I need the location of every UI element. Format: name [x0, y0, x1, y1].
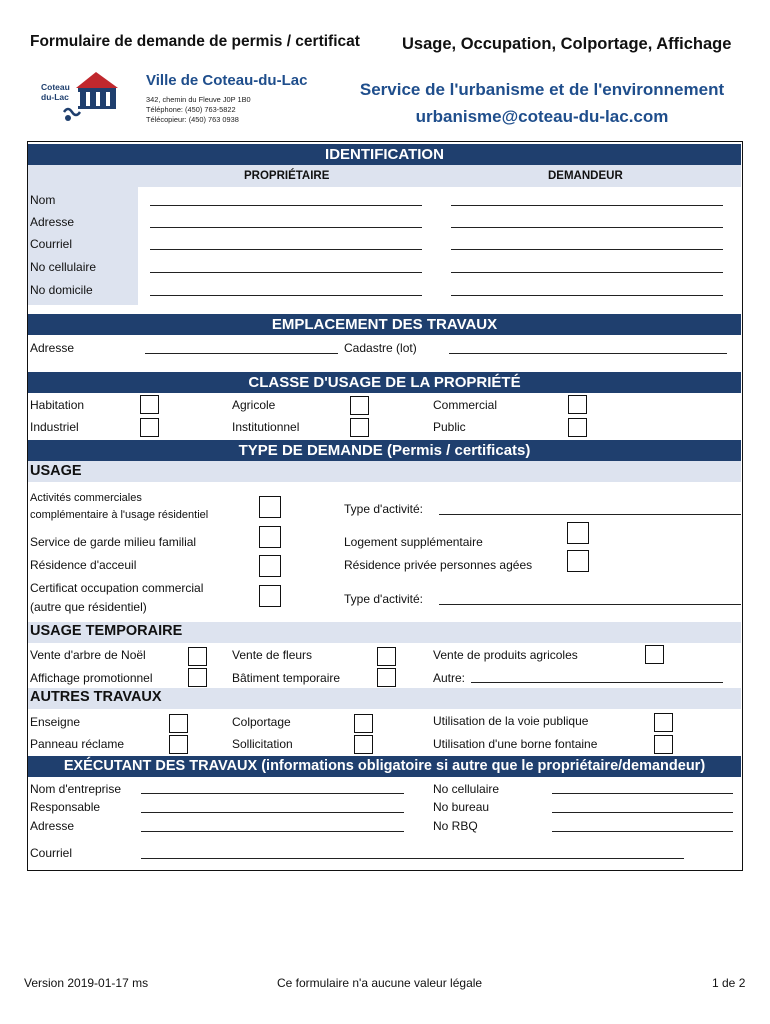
label-panneau: Panneau réclame: [30, 737, 125, 751]
bureau-field[interactable]: [552, 812, 733, 813]
voie-checkbox[interactable]: [654, 713, 673, 732]
autre-field[interactable]: [471, 682, 723, 683]
footer-page: 1 de 2: [712, 976, 746, 990]
label-responsable: Responsable: [30, 800, 101, 814]
label-location-address: Adresse: [30, 341, 75, 355]
institutionnel-checkbox[interactable]: [350, 418, 369, 437]
temporaire-title: USAGE TEMPORAIRE: [30, 623, 183, 639]
city-contact: [146, 95, 251, 126]
owner-courriel-field[interactable]: [150, 249, 422, 250]
batiment-checkbox[interactable]: [377, 668, 396, 687]
activites-checkbox[interactable]: [259, 496, 281, 518]
applicant-cellulaire-field[interactable]: [451, 272, 723, 273]
residence-privee-checkbox[interactable]: [567, 550, 589, 572]
label-rbq: No RBQ: [433, 819, 478, 833]
identification-header-shade: [28, 165, 741, 187]
label-autre: Autre:: [433, 671, 466, 685]
industriel-checkbox[interactable]: [140, 418, 159, 437]
city-address: 342, chemin du Fleuve J0P 1B0: [146, 95, 251, 104]
service-block: [350, 76, 734, 130]
applicant-adresse-field[interactable]: [451, 227, 723, 228]
arbre-checkbox[interactable]: [188, 647, 207, 666]
label-entreprise: Nom d'entreprise: [30, 782, 121, 796]
logement-checkbox[interactable]: [567, 522, 589, 544]
classe-bar: CLASSE D'USAGE DE LA PROPRIÉTÉ: [28, 372, 741, 393]
form-box: [27, 141, 743, 871]
label-institutionnel: Institutionnel: [232, 420, 300, 434]
label-public: Public: [433, 420, 466, 434]
form-title: Formulaire de demande de permis / certificat: [30, 33, 360, 50]
label-exec-courriel: Courriel: [30, 846, 73, 860]
city-phone: Téléphone: (450) 763-5822: [146, 105, 236, 115]
logo-text-1: Coteau: [41, 82, 70, 92]
executant-bar: EXÉCUTANT DES TRAVAUX (informations obligatoire si autre que le propriétaire/demandeur): [28, 756, 741, 777]
applicant-nom-field[interactable]: [451, 205, 723, 206]
label-commercial: Commercial: [433, 398, 498, 412]
activity-type-2-field[interactable]: [439, 604, 741, 605]
applicant-courriel-field[interactable]: [451, 249, 723, 250]
cadastre-field[interactable]: [449, 353, 727, 354]
affichage-checkbox[interactable]: [188, 668, 207, 687]
owner-cellulaire-field[interactable]: [150, 272, 422, 273]
label-residence-accueil: Résidence d'acceuil: [30, 558, 137, 572]
label-certificat-2: (autre que résidentiel): [30, 600, 147, 614]
agricole-checkbox[interactable]: [350, 396, 369, 415]
label-colportage: Colportage: [232, 715, 291, 729]
panneau-checkbox[interactable]: [169, 735, 188, 754]
col-applicant: DEMANDEUR: [548, 170, 623, 182]
form-subtitle: Usage, Occupation, Colportage, Affichage: [402, 35, 732, 53]
identification-bar: IDENTIFICATION: [28, 144, 741, 165]
entreprise-field[interactable]: [141, 793, 404, 794]
city-name: Ville de Coteau-du-Lac: [146, 72, 308, 89]
type-bar-fill: TYPE DE DEMANDE (Permis / certificats): [28, 440, 741, 461]
rbq-field[interactable]: [552, 831, 733, 832]
commercial-checkbox[interactable]: [568, 395, 587, 414]
exec-cellulaire-field[interactable]: [552, 793, 733, 794]
label-cellulaire: No cellulaire: [30, 260, 97, 274]
label-domicile: No domicile: [30, 283, 93, 297]
label-logement: Logement supplémentaire: [344, 535, 483, 549]
certificat-checkbox[interactable]: [259, 585, 281, 607]
label-arbre: Vente d'arbre de Noël: [30, 648, 146, 662]
agricoles-checkbox[interactable]: [645, 645, 664, 664]
label-exec-adresse: Adresse: [30, 819, 75, 833]
city-logo: [40, 66, 122, 124]
label-nom: Nom: [30, 193, 56, 207]
usage-title: USAGE: [30, 463, 82, 479]
fleurs-checkbox[interactable]: [377, 647, 396, 666]
enseigne-checkbox[interactable]: [169, 714, 188, 733]
label-sollicitation: Sollicitation: [232, 737, 293, 751]
usage-title-shade: [28, 461, 741, 482]
label-certificat-1: Certificat occupation commercial: [30, 581, 204, 595]
location-bar: EMPLACEMENT DES TRAVAUX: [28, 314, 741, 335]
garde-checkbox[interactable]: [259, 526, 281, 548]
owner-nom-field[interactable]: [150, 205, 422, 206]
label-agricole: Agricole: [232, 398, 276, 412]
habitation-checkbox[interactable]: [140, 395, 159, 414]
residence-accueil-checkbox[interactable]: [259, 555, 281, 577]
owner-adresse-field[interactable]: [150, 227, 422, 228]
label-courriel: Courriel: [30, 237, 73, 251]
label-borne: Utilisation d'une borne fontaine: [433, 737, 598, 751]
borne-checkbox[interactable]: [654, 735, 673, 754]
label-fleurs: Vente de fleurs: [232, 648, 313, 662]
service-name: Service de l'urbanisme et de l'environnement: [359, 80, 725, 99]
activity-type-field[interactable]: [439, 514, 741, 515]
public-checkbox[interactable]: [568, 418, 587, 437]
footer-legal: Ce formulaire n'a aucune valeur légale: [277, 976, 483, 990]
applicant-domicile-field[interactable]: [451, 295, 723, 296]
label-exec-cellulaire: No cellulaire: [433, 782, 500, 796]
responsable-field[interactable]: [141, 812, 404, 813]
label-activites-1: Activités commerciales: [30, 492, 142, 504]
label-agricoles: Vente de produits agricoles: [433, 648, 578, 662]
exec-courriel-field[interactable]: [141, 858, 684, 859]
label-bureau: No bureau: [433, 800, 490, 814]
label-activites-2: complémentaire à l'usage résidentiel: [30, 509, 209, 521]
label-industriel: Industriel: [30, 420, 79, 434]
col-owner: PROPRIÉTAIRE: [244, 170, 330, 182]
label-affichage: Affichage promotionnel: [30, 671, 153, 685]
label-activity-type: Type d'activité:: [344, 502, 423, 516]
label-enseigne: Enseigne: [30, 715, 81, 729]
label-voie: Utilisation de la voie publique: [433, 714, 589, 728]
service-email[interactable]: urbanisme@coteau-du-lac.com: [415, 107, 669, 126]
label-garde: Service de garde milieu familial: [30, 535, 197, 549]
label-activity-type-2: Type d'activité:: [344, 592, 423, 606]
label-adresse: Adresse: [30, 215, 75, 229]
sollicitation-checkbox[interactable]: [354, 735, 373, 754]
label-residence-privee: Résidence privée personnes agées: [344, 558, 533, 572]
label-cadastre: Cadastre (lot): [344, 341, 417, 355]
label-batiment: Bâtiment temporaire: [232, 671, 341, 685]
footer-version: Version 2019-01-17 ms: [24, 976, 149, 990]
type-bar: [28, 440, 741, 461]
owner-domicile-field[interactable]: [150, 295, 422, 296]
logo-text-2: du-Lac: [41, 92, 69, 102]
location-address-field[interactable]: [145, 353, 338, 354]
colportage-checkbox[interactable]: [354, 714, 373, 733]
exec-adresse-field[interactable]: [141, 831, 404, 832]
city-fax: Télécopieur: (450) 763 0938: [146, 115, 239, 125]
label-habitation: Habitation: [30, 398, 85, 412]
autres-title: AUTRES TRAVAUX: [30, 689, 162, 705]
